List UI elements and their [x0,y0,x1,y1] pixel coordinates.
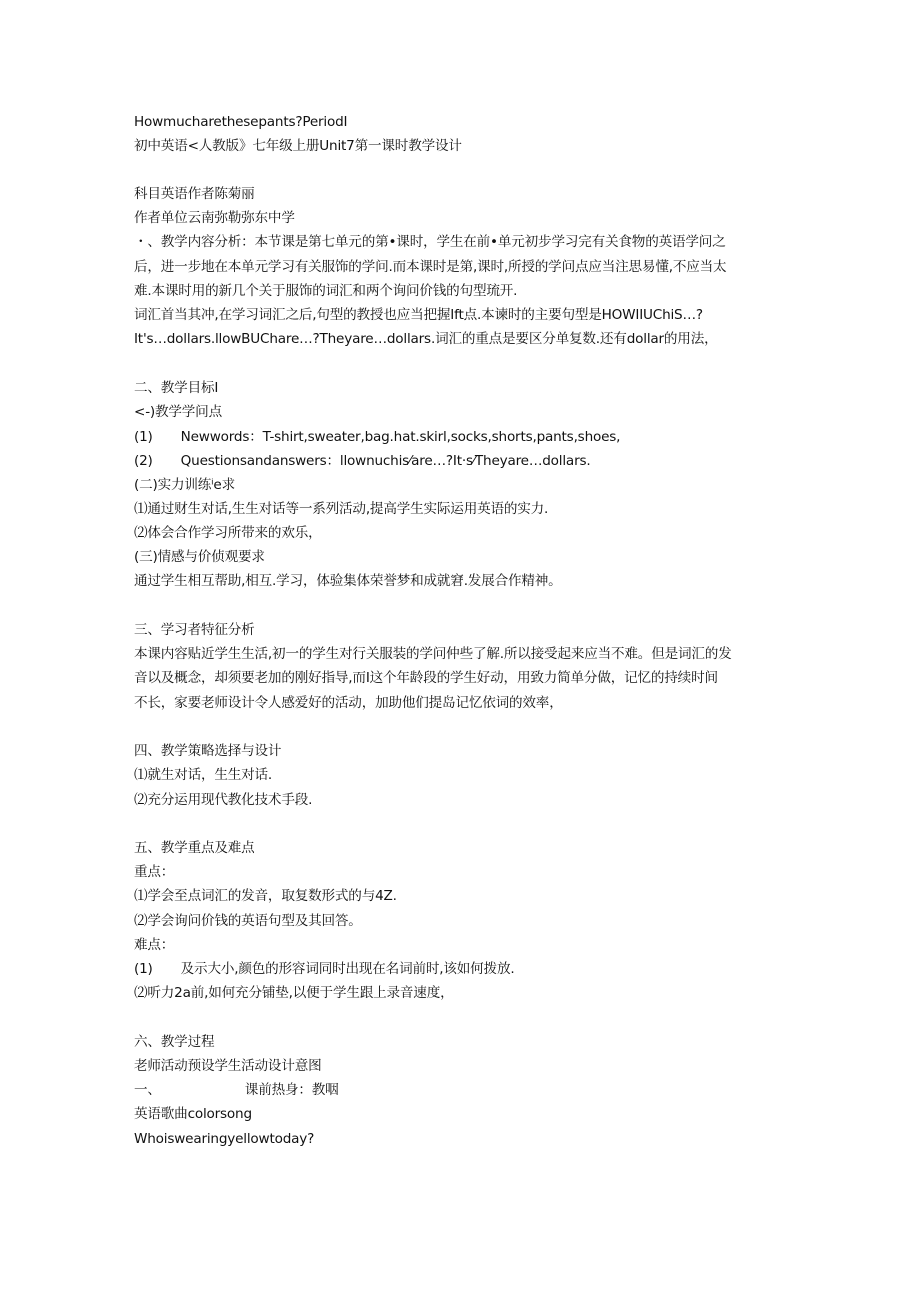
section5-key1: ⑴学会至点词汇的发音，取复数形式的与4Z. [134,888,397,904]
section3-line3: 不长，家要老师设计令人感爱好的活动，加助他们提岛记忆依词的效率， [134,695,563,711]
section2-sub1: <-)教学学问点 [134,404,222,420]
section1-paragraph2-line2: It's…dollars.llowBUChare…?Theyare…dollars.词汇的重点是要区分单复数.还有dollar的用法， [134,331,718,347]
section5-heading: 五、教学重点及难点 [134,840,255,856]
section5-key-label: 重点： [134,864,175,880]
meta-author-unit: 作者单位云南弥勒弥东中学 [134,210,295,226]
section5-difficulty1 [134,960,514,978]
section4-item2: ⑵充分运用现代教化技术手段. [134,792,313,808]
section2-sub2-item1: ⑴通过财生对话,生生对话等一系列活动,提高学生实际运用英语的实力. [134,501,549,517]
meta-subject-author: 科目英语作者陈菊丽 [134,186,255,202]
section6-question: Whoiswearingyellowtoday? [134,1131,315,1147]
title-chinese: 初中英语<人教版》七年级上册Unit7第一课时教学设计 [134,138,462,154]
section2-sub3-text: 通过学生相互帮助,相互.学习，体验集体荣誉梦和成就窘.发展合作精神。 [134,573,562,589]
section5-difficulty1-number: (1) [134,961,153,977]
section2-item1-text: Newwords：T-shirt,sweater,bag.hat.skirl,socks,shorts,pants,shoes, [180,429,621,445]
section1-paragraph1-line1: ・、教学内容分析：本节课是第七单元的第•课时，学生在前•单元初步学习完有关食物的英语学问之 [134,234,726,250]
section5-difficulty2: ⑵听力2a前,如何充分铺垫,以便于学生跟上录音速度， [134,985,454,1001]
section2-item2-number: (2) [134,453,153,469]
section5-difficulty-label: 难点： [134,937,175,953]
section1-paragraph1-line2: 后，进一步地在本单元学习有关服饰的学问.而本课时是第,课时,所授的学问点应当注思易懂,不应当太 [134,259,727,275]
section2-item2 [134,452,590,470]
section6-row1-number: 一、 [134,1082,161,1098]
section4-heading: 四、教学策略选择与设计 [134,743,282,759]
section6-table-header: 老师活动预设学生活动设计意图 [134,1058,322,1074]
section2-sub2: (二)实力训练ⁱe求 [134,477,235,493]
section3-line2: 音以及概念，却须要老加的刚好指导,而I这个年龄段的学生好动，用致力简单分做，记忆的持续时间 [134,670,718,686]
section6-row1 [134,1081,339,1099]
section5-key2: ⑵学会询问价钱的英语句型及其回答。 [134,913,362,929]
section1-paragraph1-line3: 难.本课时用的新几个关于服饰的词汇和两个询问价钱的句型琉开. [134,283,518,299]
section4-item1: ⑴就生对话，生生对话. [134,767,273,783]
section2-item2-text: Questionsandanswers：llownuchis⁄are…?It·s⁄Theyare…dollars. [180,453,591,469]
section6-song: 英语歌曲colorsong [134,1106,252,1122]
section2-heading: 二、教学目标I [134,380,219,396]
section3-line1: 本课内容贴近学生生活,初一的学生对行关服装的学问仲些了解.所以接受起来应当不难。但是词汇的发 [134,646,732,662]
section2-sub3: (三)情感与价侦观要求 [134,549,265,565]
section6-row1-text: 课前热身：教咽 [244,1082,339,1098]
section6-heading: 六、教学过程 [134,1034,215,1050]
section2-sub2-item2: ⑵体会合作学习所带来的欢乐， [134,525,322,541]
title-english: Howmucharethesepants?PeriodI [134,114,348,130]
section1-paragraph2-line1: 词汇首当其冲,在学习词汇之后,句型的教授也应当把握Ift点.本谏时的主要句型是HOWIIUChiS…? [134,307,703,323]
section2-item1 [134,428,620,446]
section3-heading: 三、学习者特征分析 [134,622,255,638]
section5-difficulty1-text: 及示大小,颜色的形容词同时出现在名词前时,该如何拨放. [180,961,515,977]
section2-item1-number: (1) [134,429,153,445]
